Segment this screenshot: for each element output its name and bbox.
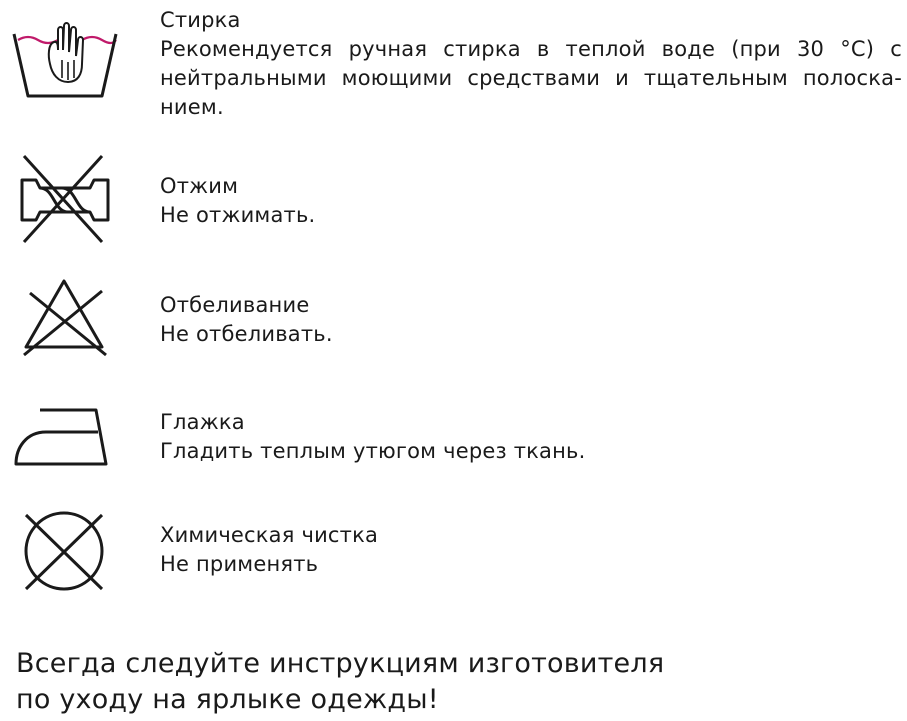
care-item-title: Отжим <box>160 174 239 198</box>
care-item-title: Отбеливание <box>160 293 310 317</box>
hand-wash-icon <box>10 20 120 120</box>
care-item-title: Глажка <box>160 410 245 434</box>
care-item-description-line: Рекомендуется ручная стирка в теплой воде (при 30 °С) с <box>160 37 902 61</box>
do-not-wring-icon <box>10 150 120 250</box>
care-item-text <box>160 172 902 230</box>
care-item-description-line: нейтральными моющими средствами и тщательным полоска- <box>160 66 902 90</box>
do-not-dry-clean-icon <box>10 507 120 607</box>
care-item-title: Химическая чистка <box>160 523 379 547</box>
care-item-title: Стирка <box>160 8 241 32</box>
footer-line: Всегда следуйте инструкциям изготовителя <box>16 648 665 679</box>
care-item-description-line: Не применять <box>160 552 319 576</box>
do-not-bleach-icon <box>10 273 120 373</box>
footer-note <box>16 646 896 718</box>
care-item-text <box>160 521 902 579</box>
care-item-text <box>160 6 902 122</box>
care-item-description-line: Не отжимать. <box>160 203 316 227</box>
care-item-text <box>160 408 902 466</box>
care-item-description-line: нием. <box>160 95 224 119</box>
care-item-description-line: Не отбеливать. <box>160 322 333 346</box>
care-item-text <box>160 291 902 349</box>
iron-icon <box>10 396 120 496</box>
footer-line: по уходу на ярлыке одежды! <box>16 684 439 715</box>
care-item-description-line: Гладить теплым утюгом через ткань. <box>160 439 586 463</box>
